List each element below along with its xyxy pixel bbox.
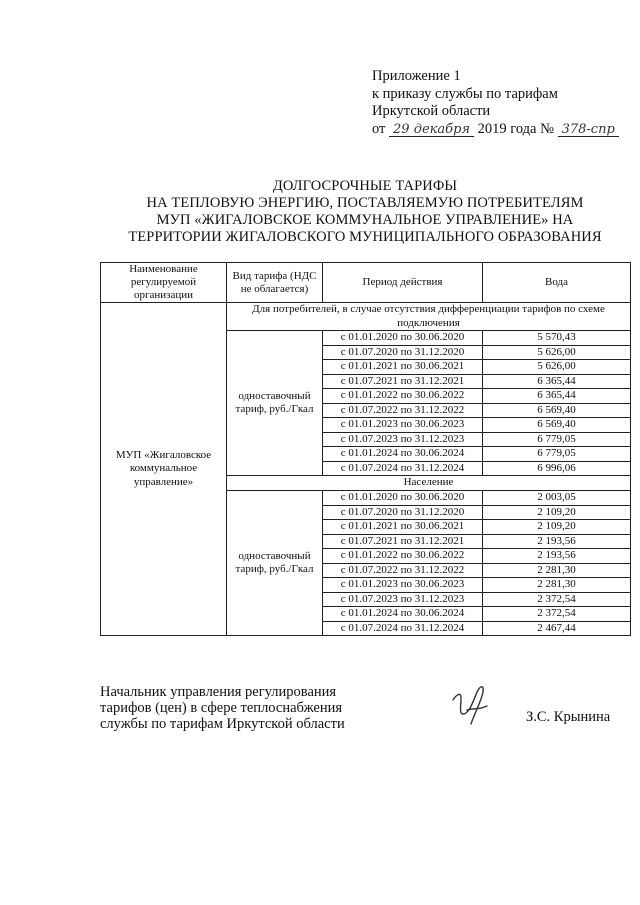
section-label-consumers: Для потребителей, в случае отсутствия дифференциации тарифов по схеме подключения (227, 303, 631, 331)
appendix-block (372, 68, 619, 138)
period-cell: с 01.01.2022 по 30.06.2022 (323, 389, 483, 404)
value-cell: 6 569,40 (483, 418, 631, 433)
header-water: Вода (483, 263, 631, 303)
title-line-1: ДОЛГОСРОЧНЫЕ ТАРИФЫ (272, 178, 458, 194)
period-cell: с 01.01.2020 по 30.06.2020 (323, 331, 483, 346)
value-cell: 2 372,54 (483, 607, 631, 622)
section-row (101, 303, 631, 331)
year-part: 2019 года № (477, 120, 554, 137)
period-cell: с 01.07.2024 по 31.12.2024 (323, 621, 483, 636)
footer-block (100, 684, 345, 732)
period-cell: с 01.07.2024 по 31.12.2024 (323, 461, 483, 476)
value-cell: 2 003,05 (483, 491, 631, 506)
appendix-line-3: Иркутской области (372, 103, 491, 119)
header-period: Период действия (323, 263, 483, 303)
table-body (101, 303, 631, 636)
document-title (100, 178, 630, 246)
value-cell: 6 365,44 (483, 374, 631, 389)
appendix-line-1: Приложение 1 (372, 68, 461, 84)
title-line-4: ТЕРРИТОРИИ ЖИГАЛОВСКОГО МУНИЦИПАЛЬНОГО ОБРАЗОВАНИЯ (128, 229, 602, 245)
org-name-cell: МУП «Жигаловское коммунальное управление» (101, 303, 227, 636)
period-cell: с 01.01.2021 по 30.06.2021 (323, 360, 483, 375)
period-cell: с 01.01.2024 по 30.06.2024 (323, 447, 483, 462)
footer-line-2: тарифов (цен) в сфере теплоснабжения (100, 700, 343, 716)
value-cell: 2 193,56 (483, 534, 631, 549)
period-cell: с 01.07.2022 по 31.12.2022 (323, 403, 483, 418)
period-cell: с 01.07.2021 по 31.12.2021 (323, 534, 483, 549)
value-cell: 6 996,06 (483, 461, 631, 476)
header-kind: Вид тарифа (НДС не облагается) (227, 263, 323, 303)
value-cell: 5 570,43 (483, 331, 631, 346)
handwritten-signature (447, 680, 497, 728)
value-cell: 2 193,56 (483, 549, 631, 564)
value-cell: 2 281,30 (483, 578, 631, 593)
header-org: Наименование регулируемой организации (101, 263, 227, 303)
period-cell: с 01.01.2020 по 30.06.2020 (323, 491, 483, 506)
section-label-population: Население (227, 476, 631, 491)
value-cell: 6 569,40 (483, 403, 631, 418)
appendix-date-line (372, 121, 619, 139)
tariff-table (100, 262, 631, 636)
period-cell: с 01.07.2022 по 31.12.2022 (323, 563, 483, 578)
signer-name: З.С. Крынина (526, 709, 611, 725)
period-cell: с 01.07.2023 по 31.12.2023 (323, 432, 483, 447)
period-cell: с 01.07.2020 по 31.12.2020 (323, 345, 483, 360)
value-cell: 5 626,00 (483, 360, 631, 375)
value-cell: 6 779,05 (483, 432, 631, 447)
period-cell: с 01.07.2020 по 31.12.2020 (323, 505, 483, 520)
value-cell: 6 365,44 (483, 389, 631, 404)
value-cell: 2 281,30 (483, 563, 631, 578)
title-line-2: НА ТЕПЛОВУЮ ЭНЕРГИЮ, ПОСТАВЛЯЕМУЮ ПОТРЕБИТЕЛЯМ (146, 195, 584, 211)
period-cell: с 01.07.2023 по 31.12.2023 (323, 592, 483, 607)
table-header-row (101, 263, 631, 303)
period-cell: с 01.01.2024 по 30.06.2024 (323, 607, 483, 622)
value-cell: 5 626,00 (483, 345, 631, 360)
value-cell: 2 109,20 (483, 520, 631, 535)
appendix-line-2: к приказу службы по тарифам (372, 85, 558, 102)
value-cell: 6 779,05 (483, 447, 631, 462)
period-cell: с 01.01.2022 по 30.06.2022 (323, 549, 483, 564)
value-cell: 2 372,54 (483, 592, 631, 607)
period-cell: с 01.01.2021 по 30.06.2021 (323, 520, 483, 535)
value-cell: 2 109,20 (483, 505, 631, 520)
handwritten-order-number: 378-спр (558, 123, 619, 137)
period-cell: с 01.01.2023 по 30.06.2023 (323, 418, 483, 433)
date-prefix: от (372, 120, 386, 137)
footer-line-1: Начальник управления регулирования (100, 684, 337, 700)
handwritten-date: 29 декабря (389, 123, 474, 137)
tariff-kind-cell: одноставочный тариф, руб./Гкал (227, 331, 323, 476)
footer-line-3: службы по тарифам Иркутской области (100, 716, 345, 732)
value-cell: 2 467,44 (483, 621, 631, 636)
period-cell: с 01.07.2021 по 31.12.2021 (323, 374, 483, 389)
period-cell: с 01.01.2023 по 30.06.2023 (323, 578, 483, 593)
title-line-3: МУП «ЖИГАЛОВСКОЕ КОММУНАЛЬНОЕ УПРАВЛЕНИЕ» НА (156, 212, 574, 228)
tariff-kind-cell: одноставочный тариф, руб./Гкал (227, 491, 323, 636)
